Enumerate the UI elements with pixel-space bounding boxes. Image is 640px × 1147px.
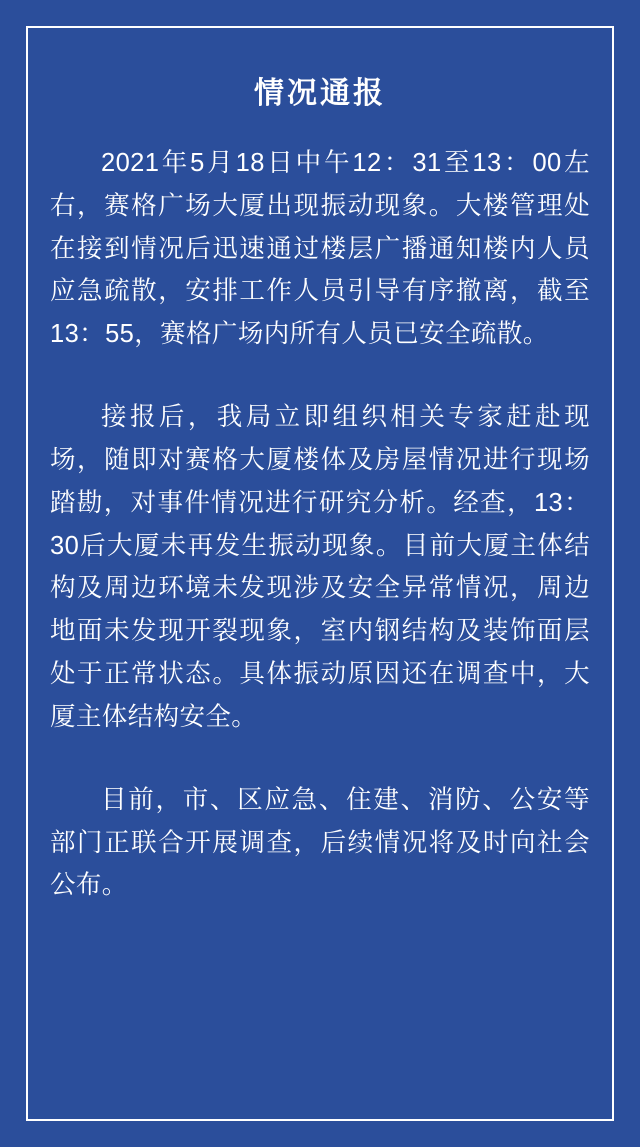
notice-paragraph-1: 2021年5月18日中午12：31至13：00左右，赛格广场大厦出现振动现象。大楼管理处在接到情况后迅速通过楼层广播通知楼内人员应急疏散，安排工作人员引导有序撤离，截至13：55，赛格广场内所有人员已安全疏散。 [50,149,590,349]
notice-paragraph-3: 目前，市、区应急、住建、消防、公安等部门正联合开展调查，后续情况将及时向社会公布。 [50,785,590,900]
notice-content [44,44,596,1103]
notice-paragraph-2: 接报后，我局立即组织相关专家赶赴现场，随即对赛格大厦楼体及房屋情况进行现场踏勘，对事件情况进行研究分析。经查，13：30后大厦未再发生振动现象。目前大厦主体结构及周边环境未发现涉及安全异常情况，周边地面未发现开裂现象，室内钢结构及装饰面层处于正常状态。具体振动原因还在调查中，大厦主体结构安全。 [50,403,590,731]
page-title: 情况通报 [254,77,386,110]
